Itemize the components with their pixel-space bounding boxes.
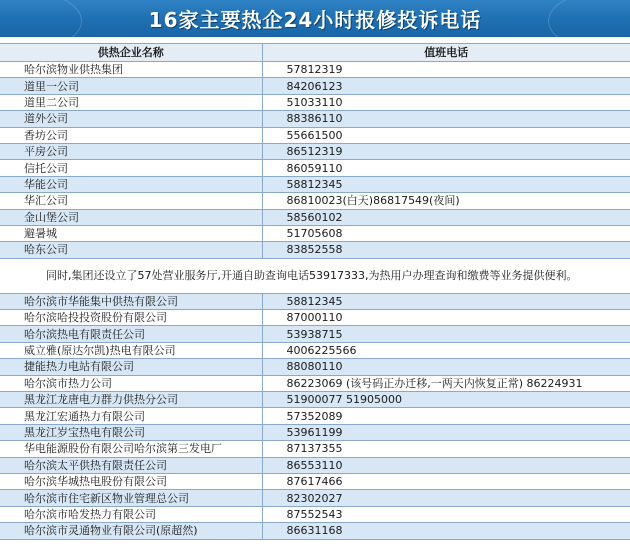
company-name: 黑龙江宏通热力有限公司 [0,408,262,424]
company-name: 道外公司 [0,111,262,127]
phone-number: 4006225566 [262,342,630,358]
company-name: 金山堡公司 [0,209,262,225]
phone-number: 86631168 [262,523,630,539]
phone-number: 86059110 [262,160,630,176]
service-note: 同时,集团还设立了57处营业服务厅,开通自助查询电话53917333,为热用户办理查询和缴费等业务提供便利。 [46,268,578,282]
table-header-row [0,44,630,62]
company-name: 哈尔滨太平供热有限责任公司 [0,457,262,473]
table-row [0,424,630,440]
phone-number: 87000110 [262,310,630,326]
table-row [0,293,630,309]
table-row [0,326,630,342]
header-phone: 值班电话 [262,44,630,62]
company-name: 哈尔滨市灵通物业有限公司(原超然) [0,523,262,539]
table-row [0,78,630,94]
phone-number: 82302027 [262,490,630,506]
table-row [0,359,630,375]
company-name: 黑龙江龙唐电力群力供热分公司 [0,392,262,408]
company-name: 哈尔滨物业供热集团 [0,62,262,78]
header-company: 供热企业名称 [0,44,262,62]
phone-number: 51900077 51905000 [262,392,630,408]
phone-number: 88386110 [262,111,630,127]
phone-number: 57812319 [262,62,630,78]
phone-number: 53961199 [262,424,630,440]
company-name: 香坊公司 [0,127,262,143]
table-row [0,176,630,192]
company-name: 平房公司 [0,143,262,159]
company-name: 华电能源股份有限公司哈尔滨第三发电厂 [0,441,262,457]
phone-number: 57352089 [262,408,630,424]
table-row [0,62,630,78]
table-row [0,457,630,473]
company-name: 避暑城 [0,225,262,241]
page-title: 16家主要热企24小时报修投诉电话 [148,8,482,32]
phone-number: 51705608 [262,225,630,241]
phone-number: 86512319 [262,143,630,159]
company-name: 信托公司 [0,160,262,176]
table-row [0,408,630,424]
table-row [0,94,630,110]
company-name: 华能公司 [0,176,262,192]
company-name: 哈尔滨热电有限责任公司 [0,326,262,342]
phone-number: 51033110 [262,94,630,110]
phone-number: 58812345 [262,293,630,309]
phone-number: 87552543 [262,506,630,522]
company-name: 哈尔滨市住宅新区物业管理总公司 [0,490,262,506]
phone-number: 86223069 (该号码正办迁移,一两天内恢复正常) 86224931 [262,375,630,391]
table-row [0,523,630,539]
note-row [0,258,630,293]
table-row [0,160,630,176]
table-row [0,127,630,143]
table-row [0,209,630,225]
phone-number: 87137355 [262,441,630,457]
phone-number: 86810023(白天)86817549(夜间) [262,193,630,209]
company-name: 威立雅(原达尔凯)热电有限公司 [0,342,262,358]
table-body [0,62,630,540]
company-name: 捷能热力电站有限公司 [0,359,262,375]
company-name: 哈尔滨市华能集中供热有限公司 [0,293,262,309]
table-row [0,490,630,506]
company-name: 哈尔滨市热力公司 [0,375,262,391]
company-name: 道里一公司 [0,78,262,94]
table-row [0,473,630,489]
phone-number: 58812345 [262,176,630,192]
table-row [0,310,630,326]
table-row [0,506,630,522]
hotline-table [0,43,630,540]
table-row [0,143,630,159]
title-banner [0,0,630,37]
company-name: 黑龙江岁宝热电有限公司 [0,424,262,440]
table-row [0,225,630,241]
table-row [0,441,630,457]
phone-number: 58560102 [262,209,630,225]
company-name: 哈尔滨哈投投资股份有限公司 [0,310,262,326]
company-name: 哈东公司 [0,242,262,258]
phone-number: 84206123 [262,78,630,94]
phone-number: 55661500 [262,127,630,143]
phone-number: 53938715 [262,326,630,342]
table-row [0,392,630,408]
table-row [0,342,630,358]
table-row [0,242,630,258]
company-name: 哈尔滨市哈发热力有限公司 [0,506,262,522]
company-name: 华汇公司 [0,193,262,209]
phone-number: 88080110 [262,359,630,375]
company-name: 哈尔滨华城热电股份有限公司 [0,473,262,489]
table-row [0,111,630,127]
table-row [0,193,630,209]
phone-number: 86553110 [262,457,630,473]
phone-number: 87617466 [262,473,630,489]
table-row [0,375,630,391]
phone-number: 83852558 [262,242,630,258]
company-name: 道里二公司 [0,94,262,110]
